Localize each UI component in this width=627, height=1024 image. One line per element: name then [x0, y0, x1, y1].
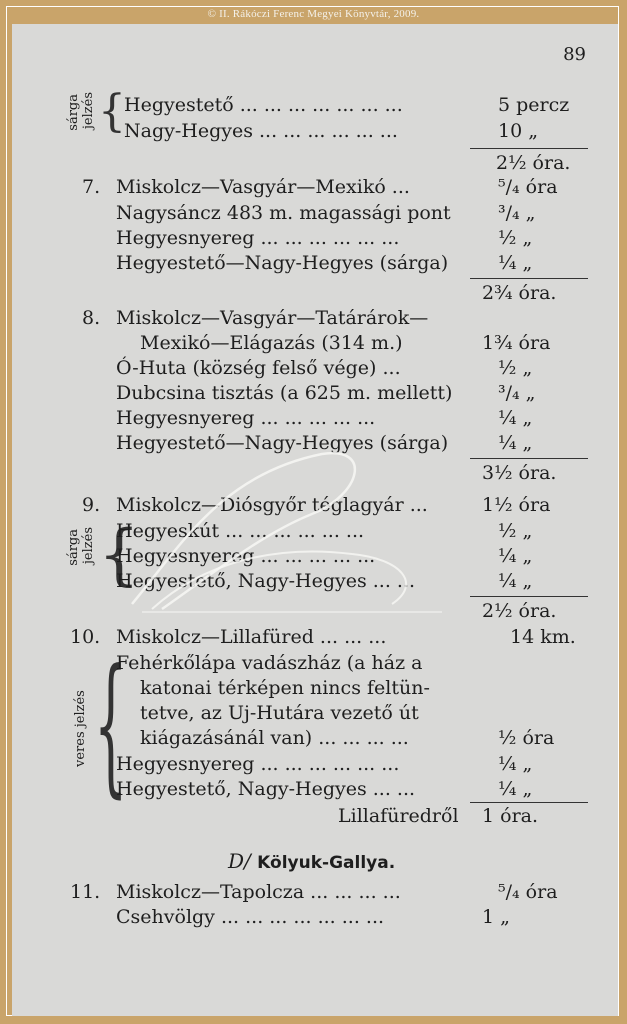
row-text: Miskolcz—Diósgyőr téglagyár ... — [116, 494, 428, 516]
copyright-bar — [0, 0, 627, 24]
row-text: Hegyestető, Nagy-Hegyes ... ... — [116, 778, 416, 800]
row-text: Csehvölgy ... ... ... ... ... ... ... — [116, 906, 385, 928]
row-text: kiágazásánál van) ... ... ... ... — [140, 727, 409, 749]
block-total: 2½ óra. — [482, 600, 557, 622]
entry-number: 10. — [70, 626, 101, 648]
row-text: Hegyesnyereg ... ... ... ... ... — [116, 545, 376, 567]
section-heading — [228, 849, 395, 873]
row-text: Hegyestető ... ... ... ... ... ... ... — [124, 94, 403, 116]
row-text: katonai térképen nincs feltün- — [140, 677, 430, 699]
sarga-label-2 — [67, 529, 80, 566]
block-total: 3½ óra. — [482, 462, 557, 484]
row-text: Fehérkőlápa vadászház (a ház a — [116, 652, 423, 674]
page-number: 89 — [563, 44, 586, 65]
row-value: ½ óra — [498, 727, 555, 749]
sarga-label-1 — [67, 94, 80, 131]
section-letter: D/ — [228, 849, 251, 873]
row-value: ½ „ — [498, 227, 533, 249]
entry-number: 11. — [70, 881, 101, 903]
row-text: Hegyesnyereg ... ... ... ... ... ... — [116, 753, 400, 775]
row-text: Ó-Huta (község felső vége) ... — [116, 357, 401, 379]
watermark-swirl — [122, 434, 442, 644]
row-text: Dubcsina tisztás (a 625 m. mellett) — [116, 382, 453, 404]
row-text: Miskolcz—Lillafüred ... ... ... — [116, 626, 387, 648]
row-value: 1½ óra — [482, 494, 551, 516]
row-value: ⁵/₄ óra — [498, 176, 558, 198]
row-value: 14 km. — [510, 626, 576, 648]
section-title: Kölyuk-Gallya. — [257, 853, 396, 873]
sum-rule — [470, 596, 588, 597]
jelzes-word: jelzés — [81, 527, 96, 565]
sum-rule — [470, 278, 588, 279]
jelzes-label-1 — [82, 92, 95, 129]
jelzes-word: jelzés — [81, 92, 96, 130]
row-value: 1¾ óra — [482, 332, 551, 354]
row-text: Hegyeskút ... ... ... ... ... ... — [116, 520, 365, 542]
sum-rule — [470, 148, 588, 149]
total-label: Lillafüredről — [338, 805, 459, 827]
row-text: Nagysáncz 483 m. magassági pont — [116, 202, 451, 224]
row-text: tetve, az Uj-Hutára vezető út — [140, 702, 419, 724]
book-page — [12, 24, 618, 1016]
row-value: ³/₄ „ — [498, 382, 536, 404]
brace-2: { — [98, 516, 140, 593]
sum-rule — [470, 458, 588, 459]
sarga-word: sárga — [66, 94, 81, 131]
entry-number: 7. — [82, 176, 101, 198]
entry-number: 8. — [82, 307, 101, 329]
block-total: 1 óra. — [482, 805, 539, 827]
row-value: ³/₄ „ — [498, 202, 536, 224]
row-text: Mexikó—Elágazás (314 m.) — [140, 332, 403, 354]
row-text: Miskolcz—Vasgyár—Tatárárok— — [116, 307, 429, 329]
row-text: Hegyesnyereg ... ... ... ... ... — [116, 407, 376, 429]
row-text: Hegyestető, Nagy-Hegyes ... ... — [116, 570, 416, 592]
veres-label: veres jelzés — [73, 690, 88, 768]
row-value: ¼ „ — [498, 778, 533, 800]
row-value: ¼ „ — [498, 407, 533, 429]
row-text: Miskolcz—Tapolcza ... ... ... ... — [116, 881, 401, 903]
jelzes-label-2 — [82, 527, 95, 564]
row-value: ⁵/₄ óra — [498, 881, 558, 903]
row-text: Hegyestető—Nagy-Hegyes (sárga) — [116, 432, 449, 454]
row-value: ¼ „ — [498, 570, 533, 592]
sum-rule — [470, 802, 588, 803]
row-value: ¼ „ — [498, 252, 533, 274]
row-value: ½ „ — [498, 357, 533, 379]
row-value: ¼ „ — [498, 545, 533, 567]
copyright-text: © II. Rákóczi Ferenc Megyei Könyvtár, 2009. — [207, 8, 420, 20]
brace-3: { — [94, 638, 128, 812]
row-text: Hegyestető—Nagy-Hegyes (sárga) — [116, 252, 449, 274]
row-text: Hegyesnyereg ... ... ... ... ... ... — [116, 227, 400, 249]
block-total: 2¾ óra. — [482, 282, 557, 304]
block-total: 2½ óra. — [496, 152, 571, 174]
brace-1: { — [98, 86, 126, 137]
row-text: Nagy-Hegyes ... ... ... ... ... ... — [124, 120, 398, 142]
row-value: ¼ „ — [498, 432, 533, 454]
row-value: 10 „ — [498, 120, 539, 142]
row-value: 1 „ — [482, 906, 510, 928]
sarga-word: sárga — [66, 529, 81, 566]
entry-number: 9. — [82, 494, 101, 516]
row-value: 5 percz — [498, 94, 570, 116]
row-value: ½ „ — [498, 520, 533, 542]
row-text: Miskolcz—Vasgyár—Mexikó ... — [116, 176, 410, 198]
row-value: ¼ „ — [498, 753, 533, 775]
